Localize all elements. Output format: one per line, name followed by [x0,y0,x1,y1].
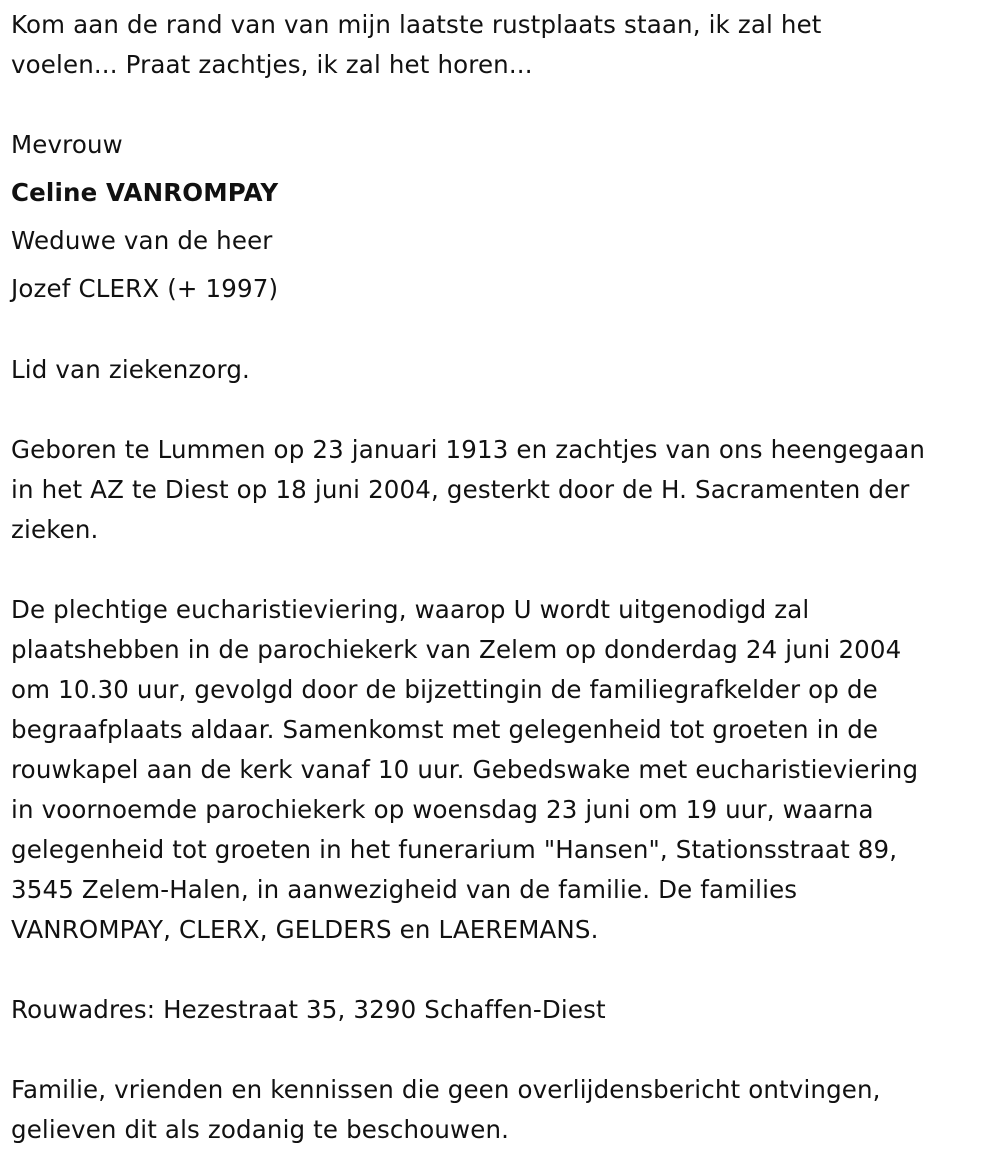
membership-paragraph [11,350,991,390]
birth-death-line: Geboren te Lummen op 23 januari 1913 en zachtjes van ons heengegaan [11,435,926,464]
deceased-name: Celine VANROMPAY [11,178,279,207]
deceased-info [11,125,991,317]
poem-line: voelen... Praat zachtjes, ik zal het horen... [11,50,533,79]
ceremony-line: begraafplaats aldaar. Samenkomst met gelegenheid tot groeten in de [11,715,879,744]
poem-paragraph [11,5,991,85]
ceremony-line: rouwkapel aan de kerk vanaf 10 uur. Gebedswake met eucharistieviering [11,755,919,784]
deceased-relation: Weduwe van de heer [11,226,273,255]
ceremony-line: plaatshebben in de parochiekerk van Zelem op donderdag 24 juni 2004 [11,635,902,664]
ceremony-line: De plechtige eucharistieviering, waarop U wordt uitgenodigd zal [11,595,810,624]
closing-paragraph [11,1070,991,1150]
poem-line: Kom aan de rand van van mijn laatste rustplaats staan, ik zal het [11,10,822,39]
ceremony-paragraph [11,590,991,950]
ceremony-line: gelegenheid tot groeten in het funerarium "Hansen", Stationsstraat 89, [11,835,898,864]
deceased-title: Mevrouw [11,130,123,159]
ceremony-line: 3545 Zelem-Halen, in aanwezigheid van de familie. De families [11,875,798,904]
birth-death-line: zieken. [11,515,99,544]
deceased-spouse: Jozef CLERX (+ 1997) [11,274,279,303]
closing-line: Familie, vrienden en kennissen die geen overlijdensbericht ontvingen, [11,1075,881,1104]
ceremony-line: om 10.30 uur, gevolgd door de bijzettingin de familiegrafkelder op de [11,675,878,704]
ceremony-line: in voornoemde parochiekerk op woensdag 23 juni om 19 uur, waarna [11,795,874,824]
address-paragraph [11,990,991,1030]
birth-death-line: in het AZ te Diest op 18 juni 2004, gesterkt door de H. Sacramenten der [11,475,910,504]
birth-death-paragraph [11,430,991,550]
closing-line: gelieven dit als zodanig te beschouwen. [11,1115,510,1144]
ceremony-line: VANROMPAY, CLERX, GELDERS en LAEREMANS. [11,915,599,944]
membership-line: Lid van ziekenzorg. [11,355,250,384]
address-line: Rouwadres: Hezestraat 35, 3290 Schaffen-Diest [11,995,606,1024]
